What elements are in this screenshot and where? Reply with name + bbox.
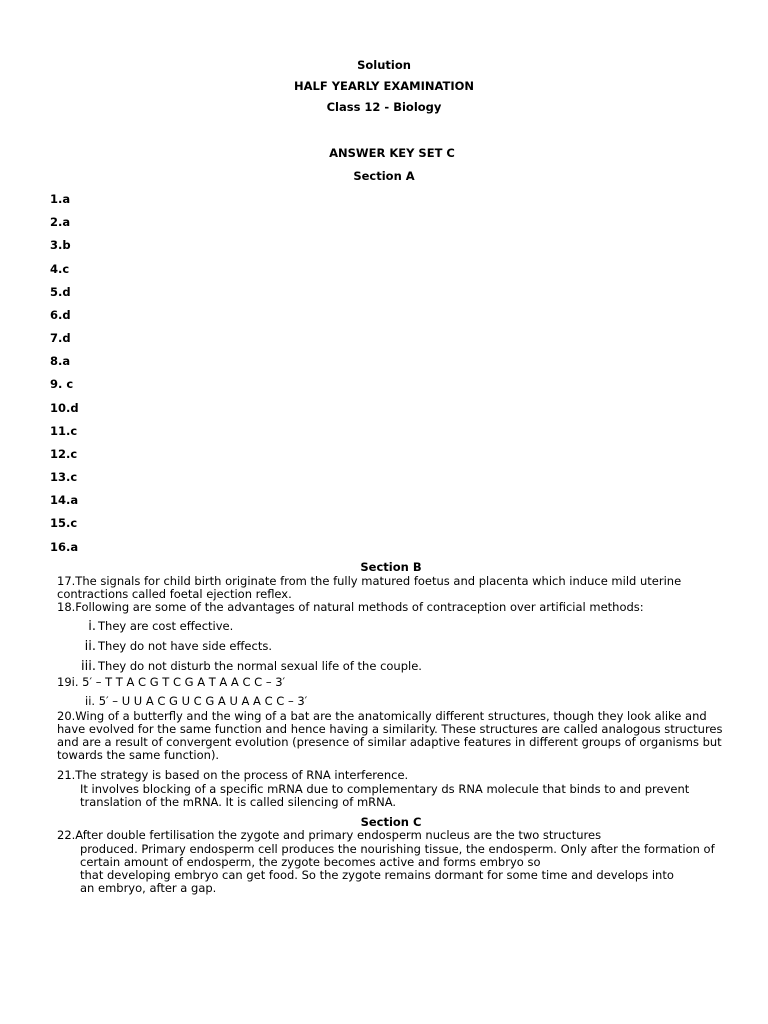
- q17-text: contractions called foetal ejection reflex.: [57, 587, 292, 601]
- q22-text: 22.After double fertilisation the zygote and primary endosperm nucleus are the two structures: [57, 828, 602, 842]
- answer-item: 16.a: [50, 540, 79, 554]
- class-subtitle: Class 12 - Biology: [326, 100, 442, 114]
- list-item: [78, 660, 422, 673]
- list-item: [78, 640, 272, 653]
- q17-text: 17.The signals for child birth originate from the fully matured foetus and placenta which induce mild uterine: [57, 574, 682, 588]
- answer-item: 10.d: [50, 401, 79, 415]
- list-text: They do not disturb the normal sexual life of the couple.: [98, 659, 422, 673]
- q21-text: 21.The strategy is based on the process of RNA interference.: [57, 768, 409, 782]
- q20-text: have evolved for the same function and hence having a similarity. These structures are called analogous structures: [57, 722, 723, 736]
- answer-item: 14.a: [50, 493, 79, 507]
- list-number: iii.: [81, 659, 96, 674]
- answer-item: 3.b: [50, 238, 71, 252]
- q20-text: towards the same function).: [57, 748, 220, 762]
- answer-item: 12.c: [50, 447, 78, 461]
- q22-text: an embryo, after a gap.: [80, 881, 217, 895]
- answer-item: 6.d: [50, 308, 71, 322]
- q22-text: certain amount of endosperm, the zygote becomes active and forms embryo so: [80, 855, 541, 869]
- list-number: i.: [88, 619, 96, 634]
- list-text: They are cost effective.: [98, 619, 234, 633]
- q20-text: 20.Wing of a butterfly and the wing of a bat are the anatomically different structures, though they look alike and: [57, 709, 707, 723]
- answer-item: 4.c: [50, 262, 70, 276]
- section-a-heading: Section A: [353, 169, 415, 183]
- q19-ii-text: ii. 5′ – U U A C G U C G A U A A C C – 3′: [85, 694, 308, 708]
- section-c-heading: Section C: [360, 815, 422, 829]
- answer-item: 5.d: [50, 285, 71, 299]
- q21-text: It involves blocking of a specific mRNA due to complementary ds RNA molecule that binds to and prevent: [80, 782, 690, 796]
- answer-item: 1.a: [50, 192, 71, 206]
- answer-item: 11.c: [50, 424, 78, 438]
- answer-item: 13.c: [50, 470, 78, 484]
- exam-title: HALF YEARLY EXAMINATION: [293, 79, 475, 93]
- answer-item: 9. c: [50, 377, 74, 391]
- list-text: They do not have side effects.: [98, 639, 272, 653]
- section-b-heading: Section B: [360, 560, 422, 574]
- q22-text: produced. Primary endosperm cell produces the nourishing tissue, the endosperm. Only after the formation of: [80, 842, 715, 856]
- q22-text: that developing embryo can get food. So the zygote remains dormant for some time and develops into: [80, 868, 674, 882]
- list-number: ii.: [84, 639, 96, 654]
- answer-item: 8.a: [50, 354, 71, 368]
- answer-item: 15.c: [50, 516, 78, 530]
- answer-item: 2.a: [50, 215, 71, 229]
- answer-item: 7.d: [50, 331, 71, 345]
- q20-text: and are a result of convergent evolution (presence of similar adaptive features in different groups of organisms but: [57, 735, 722, 749]
- answer-key-heading: ANSWER KEY SET C: [329, 146, 455, 160]
- list-item: [78, 620, 233, 633]
- solution-heading: Solution: [357, 58, 411, 72]
- q19-i-text: 19i. 5′ – T T A C G T C G A T A A C C – 3′: [57, 675, 286, 689]
- q21-text: translation of the mRNA. It is called silencing of mRNA.: [80, 795, 397, 809]
- q18-text: 18.Following are some of the advantages of natural methods of contraception over artificial methods:: [57, 600, 644, 614]
